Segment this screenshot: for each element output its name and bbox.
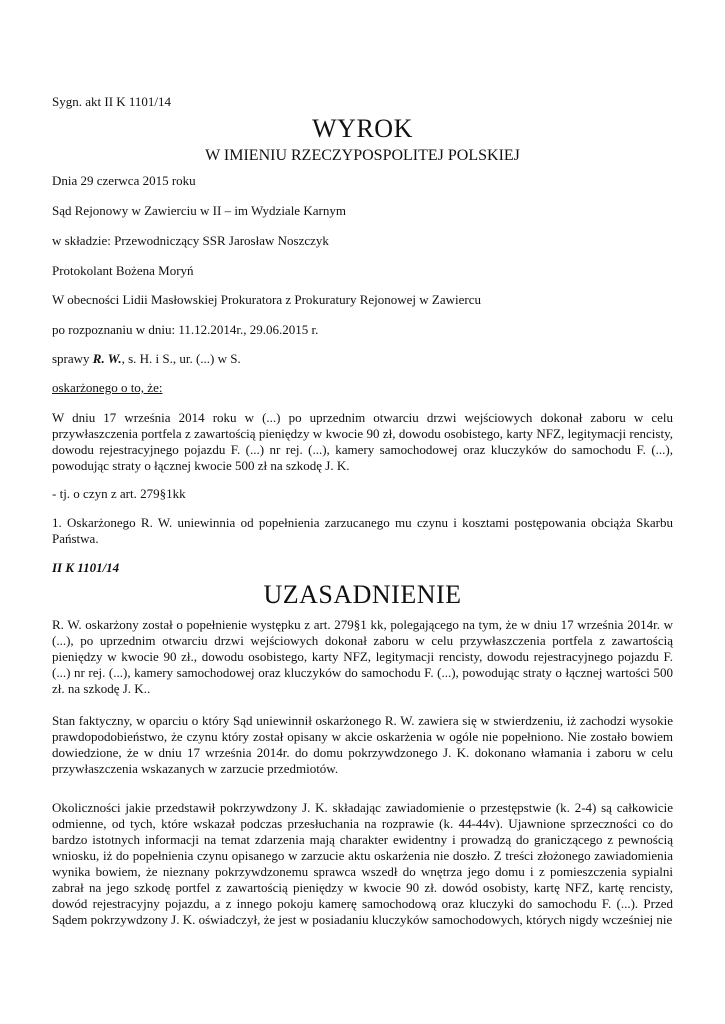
case-line (52, 351, 241, 367)
document-title: WYROK (312, 114, 413, 143)
document-subtitle: W IMIENIU RZECZYPOSPOLITEJ POLSKIEJ (205, 147, 520, 164)
defendant-name: R. W. (92, 351, 122, 366)
verdict-text: 1. Oskarżonego R. W. uniewinnia od popełnienia zarzucanego mu czynu i kosztami postępowania obciąża Skarbu Państwa. (52, 515, 673, 546)
case-signature: Sygn. akt II K 1101/14 (52, 94, 172, 109)
judgment-date: Dnia 29 czerwca 2015 roku (52, 173, 196, 188)
charge-article: - tj. o czyn z art. 279§1kk (52, 486, 186, 501)
court-composition: w składzie: Przewodniczący SSR Jarosław Noszczyk (52, 233, 329, 248)
prosecutor-presence: W obecności Lidii Masłowskiej Prokuratora z Prokuratury Rejonowej w Zawiercu (52, 292, 482, 307)
court-clerk: Protokolant Bożena Moryń (52, 263, 194, 278)
justification-ref: II K 1101/14 (52, 560, 120, 575)
case-prefix: sprawy (52, 351, 93, 366)
charge-text: W dniu 17 września 2014 roku w (...) po uprzednim otwarciu drzwi wejściowych dokonał zaboru w celu przywłaszczenia portfela z zawartością pieniędzy w kwocie 90 zł, dowodu osobistego, karty NFZ, legitymacji rencisty, dowodu rejestracyjnego pojazdu F. (...) nr rej. (...), kamery samochodowej oraz kluczyków do samochodu F. (...), powodując straty o łącznej kwocie 500 zł na szkodę J. K. (52, 410, 673, 473)
case-suffix: , s. H. i S., ur. (...) w S. (121, 351, 241, 366)
hearing-dates: po rozpoznaniu w dniu: 11.12.2014r., 29.06.2015 r. (52, 322, 319, 337)
justification-title: UZASADNIENIE (263, 580, 462, 609)
justification-paragraph-3: Okoliczności jakie przedstawił pokrzywdzony J. K. składając zawiadomienie o przestępstwie (k. 2-4) są całkowicie odmienne, od tych, które wskazał podczas przesłuchania na rozprawie (k. 44-44v). Ujawnione sprzeczności co do bardzo istotnych informacji na temat zdarzenia mają charakter ewidentny i prowadzą do graniczącego z pewnością wniosku, iż do popełnienia czynu opisanego w zarzucie aktu oskarżenia nie doszło. Z treści złożonego zawiadomienia wynika bowiem, że nieznany pokrzywdzonemu sprawca wszedł do wnętrza jego domu i z pomieszczenia sypialni zabrał na jego szkodę portfel z zawartością pieniędzy w kwocie 90 zł. dowód osobisty, kartę NFZ, kartę rencisty, dowód rejestracyjny pojazdu, a z innego pokoju kamerę samochodową oraz kluczyki do samochodu F. (...). Przed Sądem pokrzywdzony J. K. oświadczył, że jest w posiadaniu kluczyków samochodowych, których nigdy wcześniej nie (52, 800, 673, 927)
justification-paragraph-1: R. W. oskarżony został o popełnienie występku z art. 279§1 kk, polegającego na tym, że w dniu 17 września 2014r. w (...), po uprzednim otwarciu drzwi wejściowych dokonał zaboru w celu przywłaszczenia portfela z zawartością pieniędzy w kwocie 90 zł., dowodu osobistego, karty NFZ, legitymacji rencisty, dowodu rejestracyjnego pojazdu F. (...) nr rej. (...), kamery samochodowej oraz kluczyków do samochodu F. (...), powodując straty o łącznej wartości 500 zł. na szkodę J. K.. (52, 617, 673, 696)
charge-heading: oskarżonego o to, że: (52, 380, 163, 395)
court-name: Sąd Rejonowy w Zawierciu w II – im Wydziale Karnym (52, 203, 346, 218)
justification-paragraph-2: Stan faktyczny, w oparciu o który Sąd uniewinnił oskarżonego R. W. zawiera się w stwierdzeniu, iż zachodzi wysokie prawdopodobieństwo, że czynu który został opisany w akcie oskarżenia w ogóle nie popełniono. Nie zostało bowiem dowiedzione, że w dniu 17 września 2014r. do domu pokrzywdzonego J. K. dokonano włamania i zaboru w celu przywłaszczenia wskazanych w zarzucie przedmiotów. (52, 713, 673, 776)
